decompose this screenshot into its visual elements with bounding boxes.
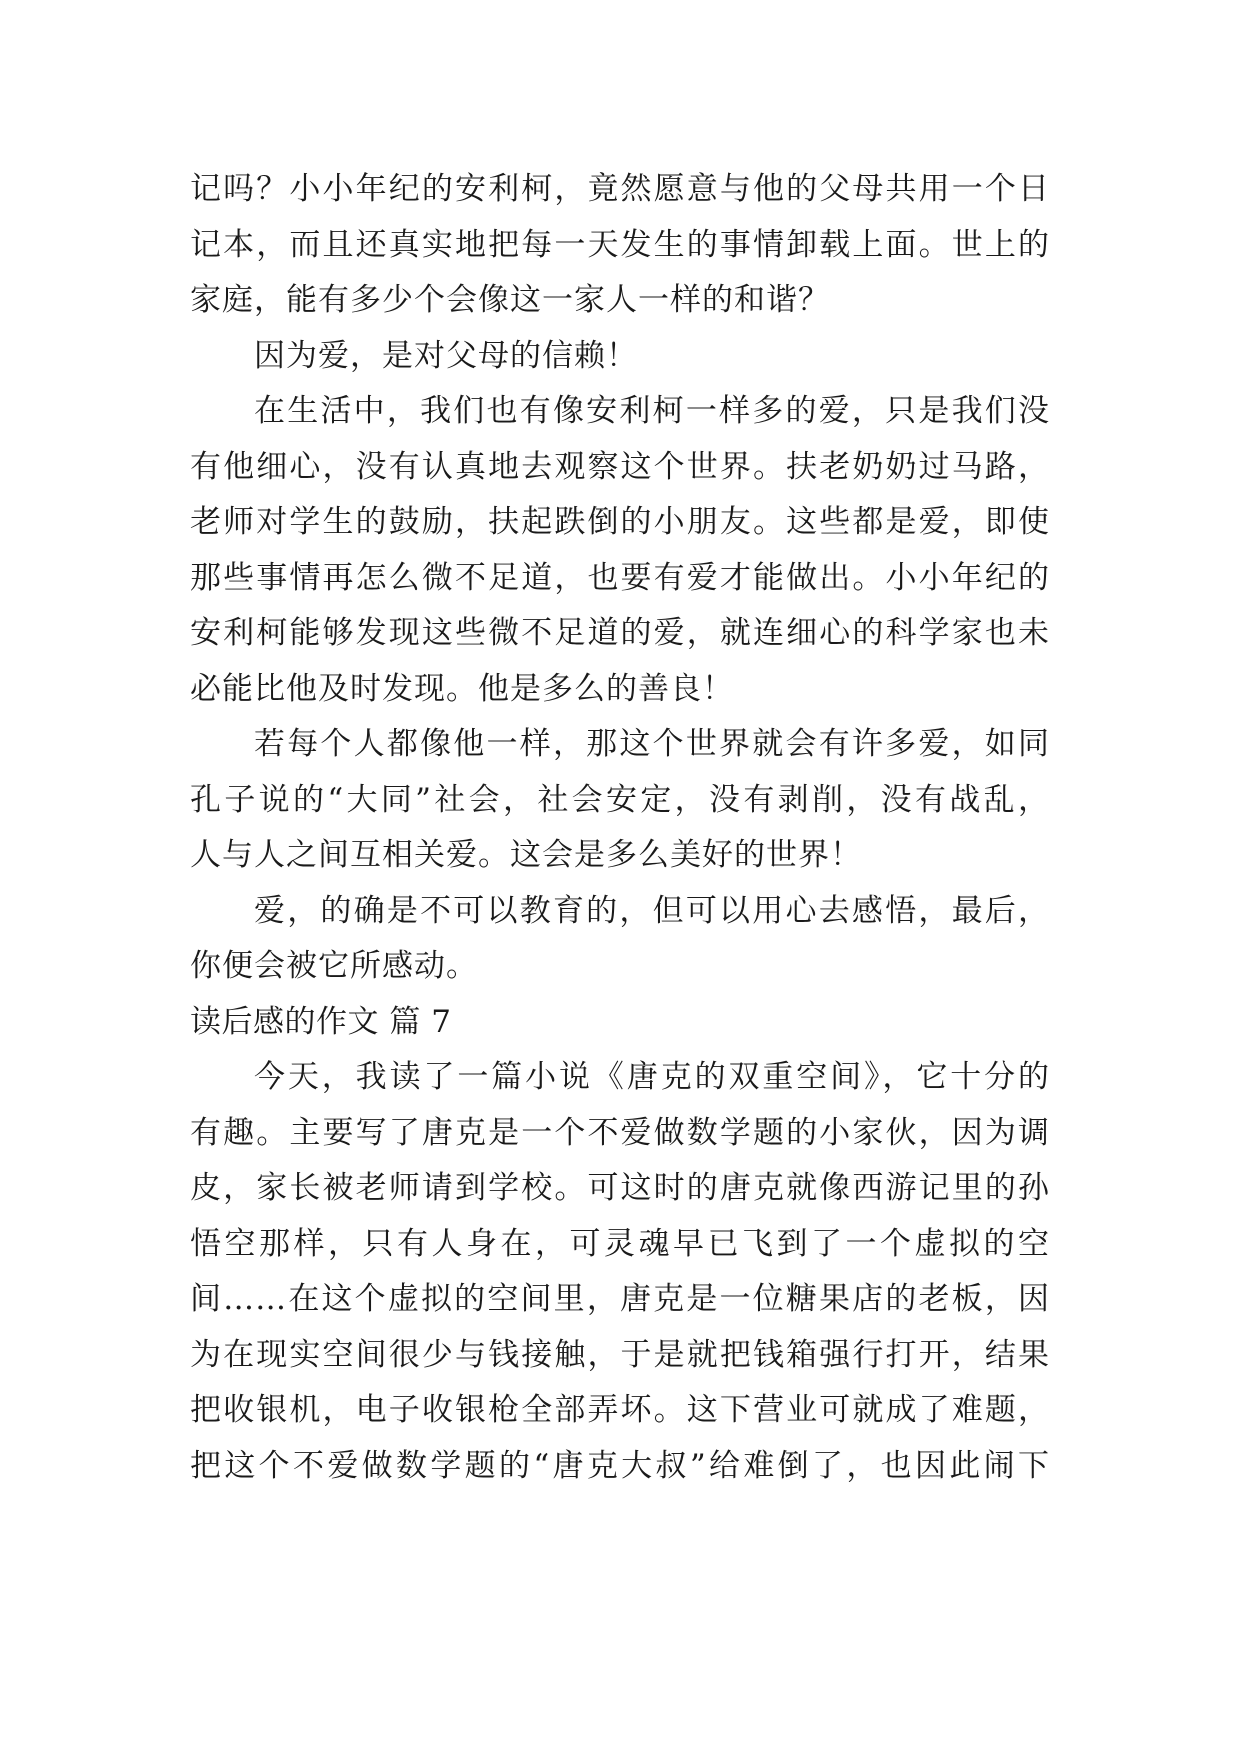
text-line: 记吗？小小年纪的安利柯，竟然愿意与他的父母共用一个日 bbox=[190, 171, 1050, 207]
text-line: 记本，而且还真实地把每一天发生的事情卸载上面。世上的 bbox=[190, 226, 1050, 263]
document-page bbox=[190, 162, 1050, 1494]
text-line: 孔子说的“大同”社会，社会安定，没有剥削，没有战乱， bbox=[190, 781, 1050, 818]
section-heading: 读后感的作文 篇 7 bbox=[190, 1003, 452, 1040]
text-line: 那些事情再怎么微不足道，也要有爱才能做出。小小年纪的 bbox=[190, 559, 1050, 596]
text-line: 有他细心，没有认真地去观察这个世界。扶老奶奶过马路， bbox=[190, 448, 1050, 485]
text-line: 家庭，能有多少个会像这一家人一样的和谐？ bbox=[190, 282, 830, 318]
text-line: 老师对学生的鼓励，扶起跌倒的小朋友。这些都是爱，即使 bbox=[190, 504, 1050, 540]
text-line: 爱，的确是不可以教育的，但可以用心去感悟，最后， bbox=[254, 892, 1050, 929]
text-line: 你便会被它所感动。 bbox=[190, 948, 478, 984]
text-line: 安利柯能够发现这些微不足道的爱，就连细心的科学家也未 bbox=[190, 615, 1050, 651]
text-line: 悟空那样，只有人身在，可灵魂早已飞到了一个虚拟的空 bbox=[190, 1225, 1050, 1262]
text-line: 必能比他及时发现。他是多么的善良！ bbox=[190, 670, 734, 707]
text-line: 今天，我读了一篇小说《唐克的双重空间》，它十分的 bbox=[254, 1059, 1050, 1095]
text-line: 因为爱，是对父母的信赖！ bbox=[254, 337, 638, 374]
text-line: 在生活中，我们也有像安利柯一样多的爱，只是我们没 bbox=[254, 393, 1050, 429]
text-line: 人与人之间互相关爱。这会是多么美好的世界！ bbox=[190, 837, 862, 873]
text-line: 若每个人都像他一样，那这个世界就会有许多爱，如同 bbox=[254, 726, 1050, 762]
text-line: 把这个不爱做数学题的“唐克大叔”给难倒了，也因此闹下 bbox=[190, 1447, 1050, 1484]
text-line: 有趣。主要写了唐克是一个不爱做数学题的小家伙，因为调 bbox=[190, 1114, 1050, 1151]
text-line: 间……在这个虚拟的空间里，唐克是一位糖果店的老板，因 bbox=[190, 1281, 1050, 1317]
text-line: 为在现实空间很少与钱接触，于是就把钱箱强行打开，结果 bbox=[190, 1336, 1050, 1373]
text-line: 皮，家长被老师请到学校。可这时的唐克就像西游记里的孙 bbox=[190, 1170, 1050, 1206]
text-line: 把收银机，电子收银枪全部弄坏。这下营业可就成了难题， bbox=[190, 1392, 1050, 1428]
